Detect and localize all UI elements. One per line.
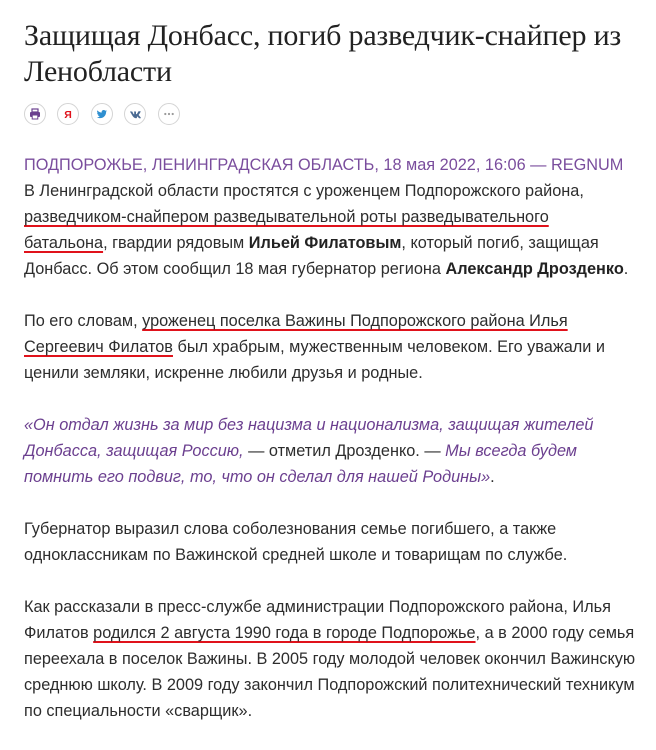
paragraph-2	[24, 308, 636, 386]
vk-share-button[interactable]	[124, 103, 146, 125]
dateline: ПОДПОРОЖЬЕ, ЛЕНИНГРАДСКАЯ ОБЛАСТЬ, 18 мая 2022, 16:06 — REGNUM	[24, 156, 624, 174]
svg-text:Я: Я	[64, 109, 72, 120]
print-icon	[29, 108, 41, 120]
quote-text: Мы всегда будем помнить его подвиг, то, что он сделал для нашей Родины»	[24, 442, 577, 486]
yandex-icon	[62, 108, 74, 120]
paragraph-4: Губернатор выразил слова соболезнования семье погибшего, а также одноклассникам по Важинской средней школе и товарищам по службе.	[24, 520, 568, 564]
paragraph-3-quote	[24, 412, 636, 490]
text: был храбрым, мужественным человеком. Его уважали и ценили земляки, искренне любили друзья и родные.	[24, 338, 605, 382]
text: Как рассказали в пресс-службе администрации Подпорожского района, Илья Филатов	[24, 598, 611, 642]
highlighted-text: родился 2 августа 1990 года в городе Подпорожье	[93, 624, 476, 642]
paragraph-1	[24, 152, 636, 282]
yandex-share-button[interactable]	[57, 103, 79, 125]
print-button[interactable]	[24, 103, 46, 125]
highlighted-text: разведчиком-снайпером разведывательной роты разведывательного батальона	[24, 208, 549, 252]
text: , который погиб, защищая Донбасс. Об этом сообщил 18 мая губернатор региона	[24, 234, 599, 278]
vk-icon	[129, 108, 142, 120]
text: , гвардии рядовым	[103, 234, 249, 252]
twitter-icon	[96, 108, 108, 120]
article-title: Защищая Донбасс, погиб разведчик-снайпер из Ленобласти	[24, 19, 622, 88]
article-body	[24, 152, 636, 750]
bold-name: Ильей Филатовым	[248, 234, 402, 252]
bold-name: Александр Дрозденко	[445, 260, 624, 278]
text: .	[623, 260, 629, 278]
text: , а в 2000 году семья переехала в поселок Важины. В 2005 году молодой человек окончил Важинскую среднюю школу. В 2009 году закончил Подпорожский политехнический техникум по специальности «сварщик».	[24, 624, 636, 720]
paragraph-5	[24, 594, 636, 724]
quote-text: «Он отдал жизнь за мир без нацизма и национализма, защищая жителей Донбасса, защищая Россию,	[24, 416, 594, 460]
twitter-share-button[interactable]	[91, 103, 113, 125]
text: По его словам,	[24, 312, 143, 330]
more-share-button[interactable]	[158, 103, 180, 125]
text: .	[490, 468, 495, 486]
more-icon	[163, 108, 175, 120]
text: — отметил Дрозденко. —	[243, 442, 446, 460]
text: В Ленинградской области простятся с уроженцем Подпорожского района,	[24, 182, 584, 200]
highlighted-text: уроженец поселка Важины Подпорожского района Илья Сергеевич Филатов	[24, 312, 568, 356]
